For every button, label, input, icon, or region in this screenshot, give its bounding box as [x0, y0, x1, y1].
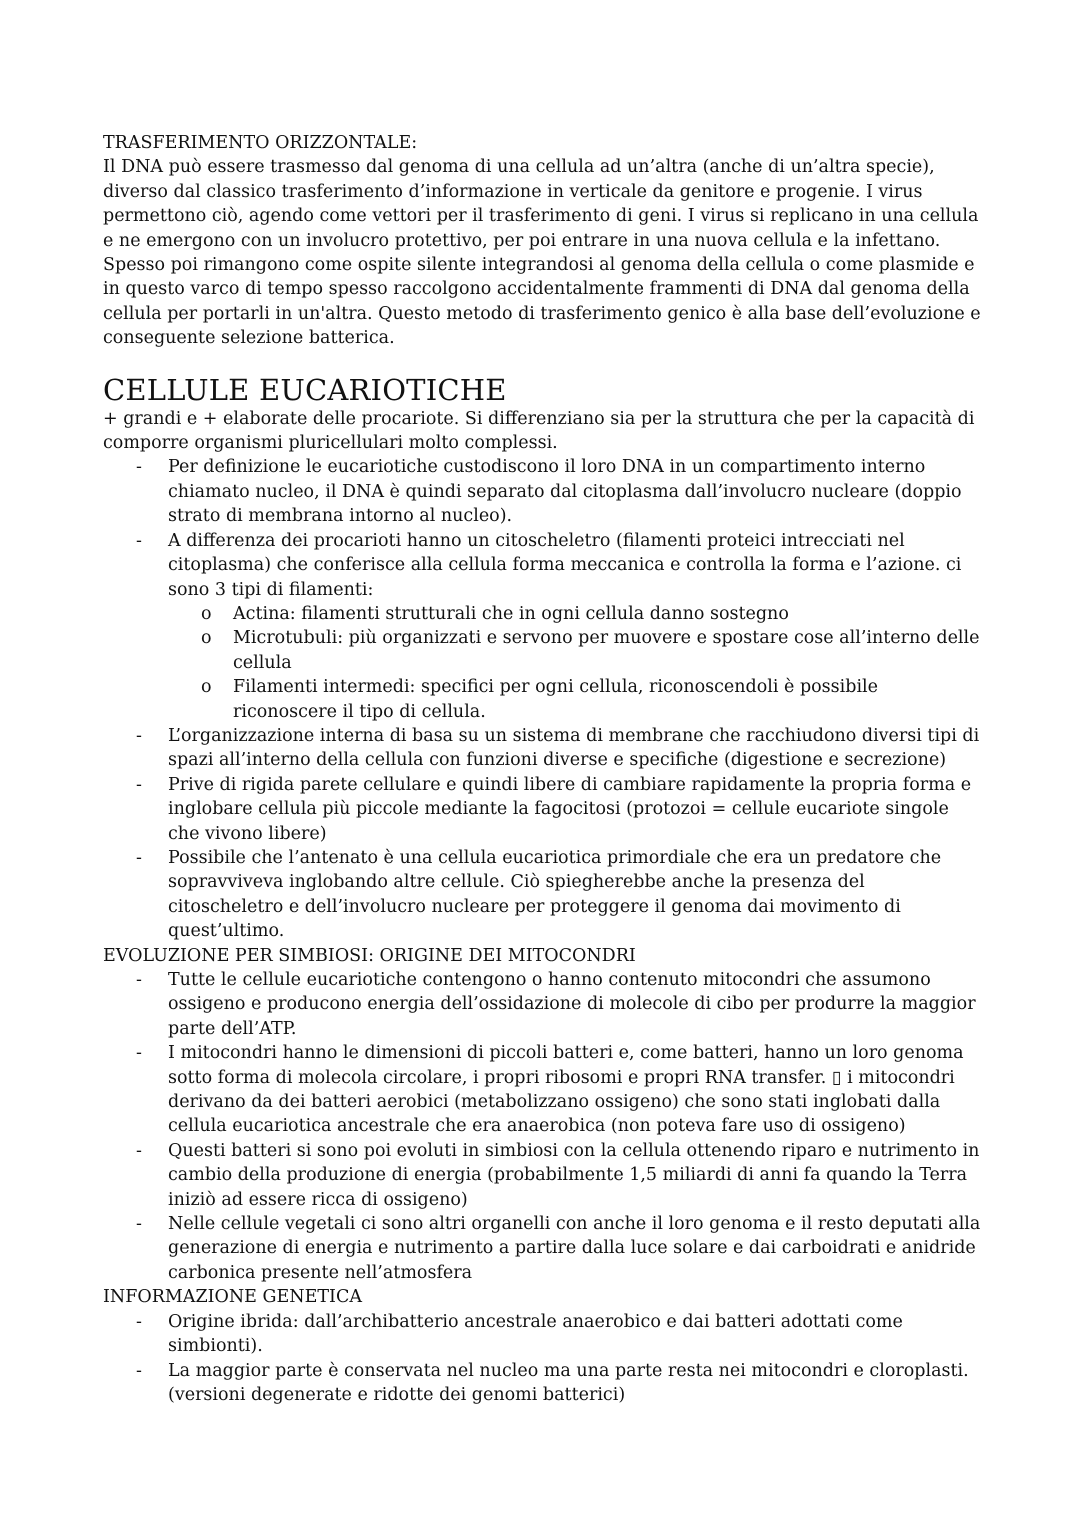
- list-item-text: L’organizzazione interna di basa su un sistema di membrane che racchiudono diversi tipi di spazi all’interno della cellula con funzioni diverse e specifiche (digestione e secrezione): [168, 725, 980, 771]
- genetic-list: [103, 1310, 983, 1408]
- section-heading-symbiosis: EVOLUZIONE PER SIMBIOSI: ORIGINE DEI MITOCONDRI: [103, 945, 636, 966]
- circle-bullet: o: [201, 677, 212, 698]
- symbiosis-list: [103, 968, 983, 1285]
- list-item: [103, 846, 983, 944]
- eukaryotes-list: [103, 455, 983, 943]
- paragraph-eukaryotes-intro: + grandi e + elaborate delle procariote. Si differenziano sia per la struttura che per la capacità di comporre organismi pluricellulari molto complessi.: [103, 408, 975, 454]
- circle-bullet: o: [201, 603, 212, 624]
- list-item: [103, 724, 983, 773]
- dash-bullet: -: [136, 970, 142, 990]
- list-item-text: A differenza dei procarioti hanno un citoscheletro (filamenti proteici intrecciati nel citoplasma) che conferisce alla cellula forma meccanica e controlla la forma e l’azione. ci sono 3 tipi di filamenti:: [168, 530, 962, 600]
- section-heading-genetic-information: INFORMAZIONE GENETICA: [103, 1287, 362, 1308]
- list-item-text: Origine ibrida: dall’archibatterio ancestrale anaerobico e dai batteri adottati come simbionti).: [168, 1311, 903, 1357]
- list-item: [103, 968, 983, 1041]
- list-item-text: Per definizione le eucariotiche custodiscono il loro DNA in un compartimento interno chiamato nucleo, il DNA è quindi separato dal citoplasma dall’involucro nucleare (doppio strato di membrana intorno al nucleo).: [168, 457, 962, 527]
- section-title-eukaryotic-cells: CELLULE EUCARIOTICHE: [103, 372, 507, 407]
- sublist-item: [168, 675, 983, 724]
- list-item: [103, 1212, 983, 1285]
- dash-bullet: -: [136, 774, 142, 795]
- sublist-item-text: Filamenti intermedi: specifici per ogni cellula, riconoscendoli è possibile riconoscere il tipo di cellula.: [233, 677, 878, 722]
- sublist-item: [168, 602, 983, 626]
- list-item: [103, 455, 983, 528]
- sublist-item-text: Microtubuli: più organizzati e servono per muovere e spostare cose all’interno delle cellula: [233, 628, 980, 673]
- list-item: [103, 773, 983, 846]
- list-item: [103, 1310, 983, 1359]
- dash-bullet: -: [136, 457, 142, 478]
- dash-bullet: -: [136, 1360, 142, 1381]
- sublist-item-text: Actina: filamenti strutturali che in ogni cellula danno sostegno: [233, 603, 789, 624]
- sublist-item: [168, 626, 983, 675]
- filaments-sublist: [168, 602, 983, 724]
- list-item-text: La maggior parte è conservata nel nucleo ma una parte resta nei mitocondri e cloroplasti. (versioni degenerate e ridotte dei genomi batterici): [168, 1360, 969, 1405]
- list-item-text: Tutte le cellule eucariotiche contengono o hanno contenuto mitocondri che assumono ossigeno e producono energia dell’ossidazione di molecole di cibo per produrre la maggior parte dell’ATP.: [168, 970, 976, 1039]
- list-item-text: Prive di rigida parete cellulare e quindi libere di cambiare rapidamente la propria forma e inglobare cellula più piccole mediante la fagocitosi (protozoi = cellule eucariote singole che vivono libere): [168, 774, 972, 844]
- dash-bullet: -: [136, 1214, 142, 1235]
- list-item: [103, 1139, 983, 1212]
- list-item-text: Possibile che l’antenato è una cellula eucariotica primordiale che era un predatore che sopravviveva inglobando altre cellule. Ciò spiegherebbe anche la presenza del citoscheletro e dell’involucro nucleare per proteggere il genoma dai movimento di quest’ultimo.: [168, 847, 942, 942]
- dash-bullet: -: [136, 1043, 142, 1064]
- list-item-text: I mitocondri hanno le dimensioni di piccoli batteri e, come batteri, hanno un loro genoma sotto forma di molecola circolare, i propri ribosomi e propri RNA transfer. ▯ i mitocondri derivano da dei batteri aerobici (metabolizzano ossigeno) che sono stati inglobati dalla cellula eucariotica ancestrale che era anaerobica (non poteva fare uso di ossigeno): [168, 1043, 964, 1137]
- dash-bullet: -: [136, 530, 142, 551]
- document-page: [103, 131, 983, 1407]
- dash-bullet: -: [136, 1140, 142, 1161]
- dash-bullet: -: [136, 1311, 142, 1332]
- list-item-text: Questi batteri si sono poi evoluti in simbiosi con la cellula ottenendo riparo e nutrimento in cambio della produzione di energia (probabilmente 1,5 miliardi di anni fa quando la Terra iniziò ad essere ricca di ossigeno): [168, 1140, 980, 1210]
- dash-bullet: -: [136, 847, 142, 868]
- paragraph-horizontal-transfer: Il DNA può essere trasmesso dal genoma di una cellula ad un’altra (anche di un’altra specie), diverso dal classico trasferimento d’informazione in verticale da genitore e progenie. I virus permettono ciò, agendo come vettori per il trasferimento di geni. I virus si replicano in una cellula e ne emergono con un involucro protettivo, per poi entrare in una nuova cellula e la infettano. Spesso poi rimangono come ospite silente integrandosi al genoma della cellula o come plasmide e in questo varco di tempo spesso raccolgono accidentalmente frammenti di DNA dal genoma della cellula per portarli in un'altra. Questo metodo di trasferimento genico è alla base dell’evoluzione e conseguente selezione batterica.: [103, 157, 981, 349]
- list-item: [103, 1041, 983, 1139]
- list-item: [103, 1359, 983, 1408]
- list-item: [103, 529, 983, 724]
- dash-bullet: -: [136, 725, 142, 746]
- list-item-text: Nelle cellule vegetali ci sono altri organelli con anche il loro genoma e il resto deputati alla generazione di energia e nutrimento a partire dalla luce solare e dai carboidrati e anidride carbonica presente nell’atmosfera: [168, 1214, 981, 1283]
- section-heading-horizontal-transfer: TRASFERIMENTO ORIZZONTALE:: [103, 133, 418, 153]
- circle-bullet: o: [201, 628, 212, 649]
